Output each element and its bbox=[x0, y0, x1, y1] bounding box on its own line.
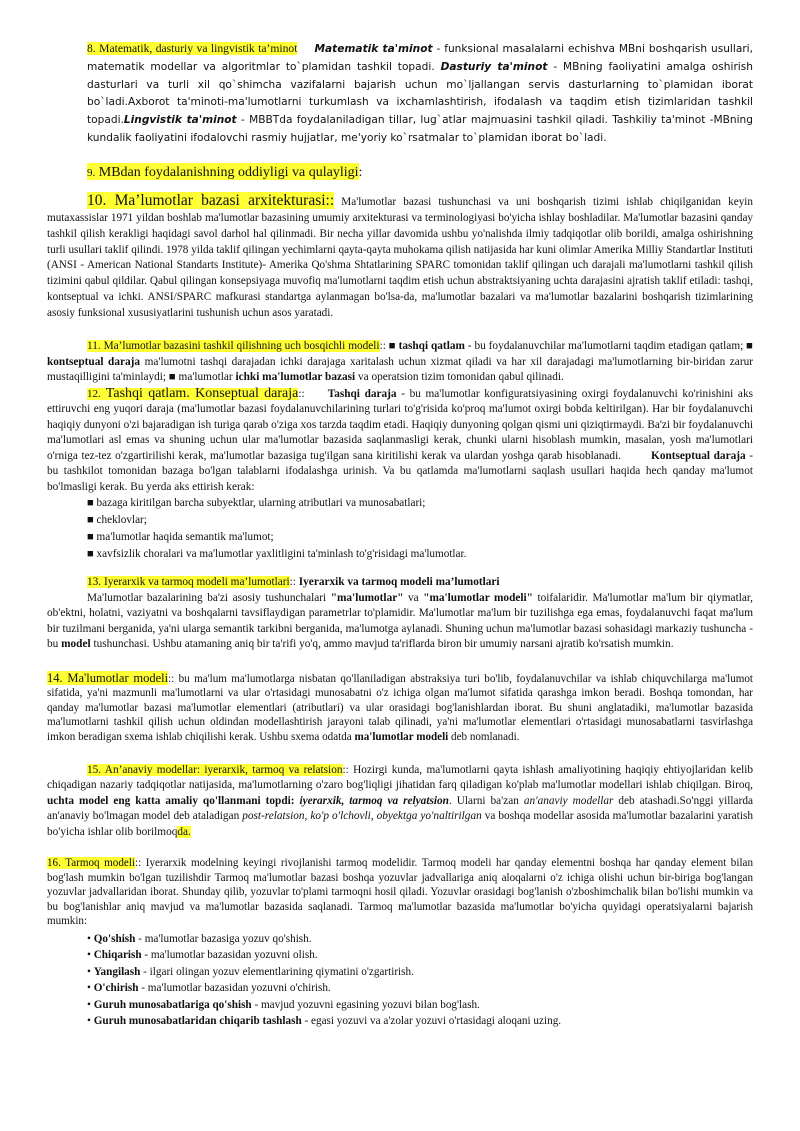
section-15-text-2: . Ularni ba'zan bbox=[448, 794, 524, 807]
section-12-text-1: - bu ma'lumotlar konfiguratsiyasining oxirgi foydalanuvchi ko'rinishini aks ettiruvchi eng yuqori daraja (ma'lumotlar bazasi foydalanuvchilarining turlari to'g'risida ko'proq ma'lumot oxirgi bobda keltirilgan). Har bir foydalanuvchi haqiqiy dunyoni o'zi bajaradigan ish turiga qarab o'ziga xos tarzda taqdim etadi. Haqiqiy dunyoning qolgan qismi uni qiziqtirmaydi. Ba'zi bir foydalanuvchi ma'lumotlari asl emas va shuning uchun ular ma'lumotlar bazasida saqlanmasligi kerak, chunki ularni hisoblash mumkin, masalan, yosh ma'lumotlari o'rniga tez-tez o'zgartirilishi kerak, ma'lumotlar bazasiga tug'ilgan sana kiritilishi kerak va ulardan yoshga qarab hisoblanadi. bbox=[47, 387, 753, 462]
list-item: ■ ma'lumotlar haqida semantik ma'lumot; bbox=[87, 531, 274, 544]
section-15-italic-list: post-relatsion, ko'p o'lchovli, obyektga yo'naltirilgan bbox=[242, 810, 482, 822]
section-15-text-1: :: Hozirgi kunda, ma'lumotlarni qayta ishlash amaliyotining haqiqiy ehtiyojlaridan kelib chiqadigan nazariy tadqiqotlar natijasida, ma'lumotlarning o'zaro bog'liqligi jihatidan farq qiladigan ko'plab ma'lumotlar modellari ishlab chiqilgan. Biroq, bbox=[47, 763, 754, 791]
section-14-heading: 14. Ma'lumotlar modeli bbox=[47, 670, 169, 685]
section-13-text-1: Ma'lumotlar bazalarining ba'zi asosiy tushunchalari bbox=[87, 591, 331, 604]
section-15-bold: uchta model eng katta amaliy qo'llanmani topdi: bbox=[47, 794, 295, 807]
list-item: • O'chirish - ma'lumotlar bazasidan yozuvni o'chirish. bbox=[87, 982, 331, 995]
section-10-paragraph bbox=[47, 193, 753, 322]
section-13-text-3: toifalaridir. Ma'lumotlar ma'lum bir qiymatlar, ob'ektni, holatni, vaziyatni va boshqalarni tavsiflaydigan parametrlar to'plamidir. Ma'lumotlar ma'lum bir tuzilishga ega emas, foydalanuvchi faqat ma'lum bir tuzilmani berganida, ya'ni ularga semantik tarkibni berganida, ma'lumotga aylanadi. Shuning uchun ma'lumotlar bazasi sohasidagi markaziy tushuncha - bu bbox=[47, 591, 753, 651]
section-12-text-2: - bu tashkilot tomonidan bazaga bo'lgan talablarni ifodalashga urinish. Va bu qatlamda ma'lumotlarni saqlash usullari haqida hech qanday ma'lumot bo'lmasligi kerak. Bu yerda aks ettirish kerak: bbox=[47, 449, 754, 493]
section-11-text-2: ma'lumotni tashqi darajadan ichki darajaga xaritalash uchun xizmat qiladi va har xil darajadagi ma'lumotlarning bir-biridan zarur mustaqilligini ta'minlaydi; bbox=[47, 355, 753, 384]
section-14-text-2: deb nomlanadi. bbox=[448, 730, 520, 743]
section-9-colon: : bbox=[358, 164, 363, 180]
section-14-paragraph bbox=[47, 671, 753, 745]
section-8-text-2: - MBning faoliyatini amalga oshirish dasturlari va turli xil qo`shimcha vazifalarni bajarish uchun mo`ljallangan servis dasturlarning to`plamidan iborat bo`ladi.Axborot ta'minoti-ma'lumotlarni turkumlash va ixchamlashtirish, ifodalash va taqdim etish tizimlaridan tashkil topadi. bbox=[87, 60, 753, 127]
term-kontseptual-daraja: kontseptual daraja bbox=[47, 355, 141, 368]
section-13-heading-line bbox=[47, 575, 753, 591]
section-16-paragraph bbox=[47, 856, 753, 929]
term-ananaviy-modellar: an'anaviy modellar bbox=[523, 794, 614, 807]
list-item: ■ bazaga kiritilgan barcha subyektlar, ularning atributlari va munosabatlari; bbox=[87, 497, 426, 510]
section-11-heading: 11. Ma’lumotlar bazasini tashkil qilishning uch bosqichli modeli bbox=[87, 340, 380, 353]
term-tashqi-qatlam: tashqi qatlam bbox=[398, 340, 465, 353]
section-9-highlight bbox=[87, 163, 359, 180]
section-15-paragraph bbox=[47, 763, 753, 841]
section-15-text-5: da. bbox=[177, 825, 191, 838]
term-ichki-bazasi: ichki ma'lumotlar bazasi bbox=[235, 371, 356, 384]
section-12-heading bbox=[87, 385, 299, 401]
list-item: ■ xavfsizlik choralari va ma'lumotlar yaxlitligini ta'minlash to'g'risidagi ma'lumotlar. bbox=[87, 548, 467, 561]
section-8-text-3: - MBBTda foydalaniladigan tillar, lug`atlar majmuasini tashkil qiladi. Tashkiliy ta'minot -MBning kundalik faoliyatini ifodalovchi rasmiy hujjatlar, me'yoriy ko`rsatmalar to`plamidan iborat bo`ladi. bbox=[87, 114, 753, 144]
section-9-heading bbox=[47, 162, 753, 183]
section-16-heading: 16. Tarmoq modeli bbox=[47, 857, 135, 869]
section-13-bold-title: Iyerarxik va tarmoq modeli ma’lumotlari bbox=[298, 576, 500, 589]
section-15-model-names: iyerarxik, tarmoq va relyatsion bbox=[294, 794, 449, 807]
section-10-heading: 10. Ma’lumotlar bazasi arxitekturasi:: bbox=[87, 191, 335, 209]
list-item: • Yangilash - ilgari olingan yozuv elementlarining qiymatini o'zgartirish. bbox=[87, 965, 414, 978]
term-model: model bbox=[61, 638, 91, 651]
term-tashqi-daraja: Tashqi daraja bbox=[327, 387, 397, 400]
section-15-text-3: deb atashadi.So'nggi yillarda an'anaviy bo'lmagan model deb ataladigan bbox=[47, 794, 753, 822]
section-13-text-2: va bbox=[403, 591, 424, 604]
list-item: • Qo'shish - ma'lumotlar bazasiga yozuv qo'shish. bbox=[87, 932, 312, 945]
term-malumotlar: "ma'lumotlar" bbox=[330, 591, 404, 604]
section-11-text-1: - bu foydalanuvchilar ma'lumotlarni taqdim etadigan qatlam; bbox=[464, 340, 747, 353]
bullet-square-icon: ■ bbox=[168, 371, 176, 384]
section-16-text: :: Iyerarxik modelning keyingi rivojlanishi tarmoq modelidir. Tarmoq modeli har qanday elementni boshqa har qanday element bilan bog'lash mumkin bo'lgan tuzilishdir Tarmoq ma'lumotlar bazasi boshqa yozuvlar jadvallariga aniq aloqalarni o'z ichiga olishi uchun bir-biriga bog'langan yozuvlar jadvallaridan iborat. Shunday qilib, yozuvlar to'plami tarmoqni hosil qiladi. Yozuvlar orasidagi bog'lanish o'zboshimchalik bilan bo'lishi mumkin va bu bog'lanishlar aniq mavjud va ma'lumotlar bazasida saqlanadi. Tarmoq ma'lumotlar bazasida ma'lumotlar bo'yicha quyidagi operatsiyalarni bajarish mumkin: bbox=[47, 857, 753, 928]
section-11-text-3: ma'lumotlar bbox=[175, 371, 236, 384]
section-8-text-1: - funksional masalalarni echishva MBni boshqarish usullari, matematik modellar va algoritmlar to`plamidan tashkil topadi. bbox=[87, 43, 753, 73]
section-12-paragraph bbox=[47, 386, 753, 496]
section-12-sep: :: bbox=[298, 387, 328, 400]
section-12-list bbox=[47, 495, 753, 563]
term-malumotlar-modeli-2: ma'lumotlar modeli bbox=[354, 730, 449, 743]
term-kontseptual-daraja-2: Kontseptual daraja bbox=[651, 449, 746, 462]
section-11-sep: :: bbox=[379, 340, 389, 353]
section-8-paragraph bbox=[47, 40, 753, 148]
section-9-title: MBdan foydalanishning oddiyligi va qulayligi bbox=[95, 164, 359, 180]
section-11-paragraph bbox=[47, 339, 753, 386]
section-13-heading: 13. Iyerarxik va tarmoq modeli ma’lumotlari bbox=[87, 576, 290, 589]
section-12-number: 12. bbox=[87, 387, 101, 400]
list-item: • Chiqarish - ma'lumotlar bazasidan yozuvni olish. bbox=[87, 949, 318, 962]
bullet-square-icon: ■ bbox=[746, 340, 753, 353]
document-page bbox=[47, 40, 753, 1029]
section-11-text-4: va operatsion tizim tomonidan qabul qilinadi. bbox=[355, 371, 564, 384]
section-12-title: Tashqi qatlam. Konseptual daraja bbox=[100, 385, 299, 401]
section-13-text-4: tushunchasi. Ushbu atamaning aniq bir ta'rifi yo'q, ammo mavjud ta'riflarda biron bir umumiy narsani ajratib ko'rsatish mumkin. bbox=[90, 638, 674, 651]
term-lingvistik: Lingvistik ta'minot bbox=[123, 114, 237, 127]
section-13-sep: :: bbox=[289, 576, 299, 589]
term-matematik: Matematik ta'minot bbox=[314, 43, 433, 55]
section-16-list bbox=[47, 931, 753, 1029]
list-item: ■ cheklovlar; bbox=[87, 514, 147, 527]
list-item: • Guruh munosabatlariga qo'shish - mavjud yozuvni egasining yozuvi bilan bog'lash. bbox=[87, 998, 480, 1011]
section-13-paragraph bbox=[47, 591, 753, 653]
section-14-text-1: :: bu ma'lum ma'lumotlarga nisbatan qo'llaniladigan abstraksiya turi bo'lib, foydalanuvchilar va ishlab chiquvchilarga ma'lumot sifatida, ya'ni mazmunli ma'lumotlarni va ular o'rtasidagi munosabatni o'z ichiga olgan ma'lumot sifatida qarashga imkon beradi. Boshqa tomondan, har qanday ma'lumotlar bazasi ma'lumotlar elementlari (atributlari) va ular orasidagi bog'lanishlardan iborat. Bu shuni anglatadiki, ma'lumotlar bazasida ma'lumotlarni tashkil qilish uchun oldindan modellashtirish jarayoni talab qilinadi, ya'ni ma'lumotlar elementlari o'rtasidagi munosabatlarni tasvirlashga imkon beradigan sxema ishlab chiqilishi kerak. Ushbu sxema odatda bbox=[47, 672, 754, 743]
section-15-text-4: va boshqa modellar asosida ma'lumotlar bazalarini yaratish bo'yicha ishlar olib borilmoq bbox=[47, 810, 753, 838]
bullet-square-icon: ■ bbox=[388, 340, 396, 353]
term-dasturiy: Dasturiy ta'minot bbox=[440, 60, 548, 73]
section-15-heading: 15. An’anaviy modellar: iyerarxik, tarmoq va relatsion bbox=[87, 763, 343, 776]
section-8-heading: 8. Matematik, dasturiy va lingvistik ta’minot bbox=[87, 42, 298, 55]
section-10-text: Ma'lumotlar bazasi tushunchasi va uni boshqarish tizimi ishlab chiqilganidan keyin mutaxassislar 1971 yildan boshlab ma'lumotlar bazasining umumiy arxitekturasi va terminologiyasi bo'yicha ishlay boshladilar. Ma'lumotlar bazasini qanday tashkil qilish kerakligi haqidagi savol darhol hal qilinmadi. Bir necha yillar davomida ushbu yo'nalishda ilmiy tadqiqotlar olib borildi, amalga oshirishning turli usullari taklif qilindi. 1978 yilda taklif qilingan yechimlarni qayta-qayta muhokama qilish natijasida har kuni olimlar Amerika Milliy Standartlar Instituti (ANSI - American National Standarts Institute)- Amerika Qo'shma Shtatlarining SPARC tomonidan taklif qilingan uch darajali ma'lumotlarni tashkil qilish tizimini qabul qildilar. Qabul qilingan konsepsiyaga muvofiq ma'lumotlarni taqdim etish uchun abstraktsiyaning uchta darajasini ajratish taklif etiladi: tashqi, kontseptual va ichki. ANSI/SPARC mafkurasi standartga aylanmagan bo'lsa-da, ma'lumotlar bazalari va ma'lumotlar bazalarini boshqarish tizimlarining asosiy funksional xususiyatlarini tushunish uchun asos yaratadi. bbox=[47, 195, 753, 320]
term-malumotlar-modeli: "ma'lumotlar modeli" bbox=[423, 591, 533, 604]
section-9-number: 9. bbox=[87, 166, 96, 179]
list-item: • Guruh munosabatlaridan chiqarib tashlash - egasi yozuvi va a'zolar yozuvi o'rtasidagi aloqani uzing. bbox=[87, 1015, 562, 1027]
